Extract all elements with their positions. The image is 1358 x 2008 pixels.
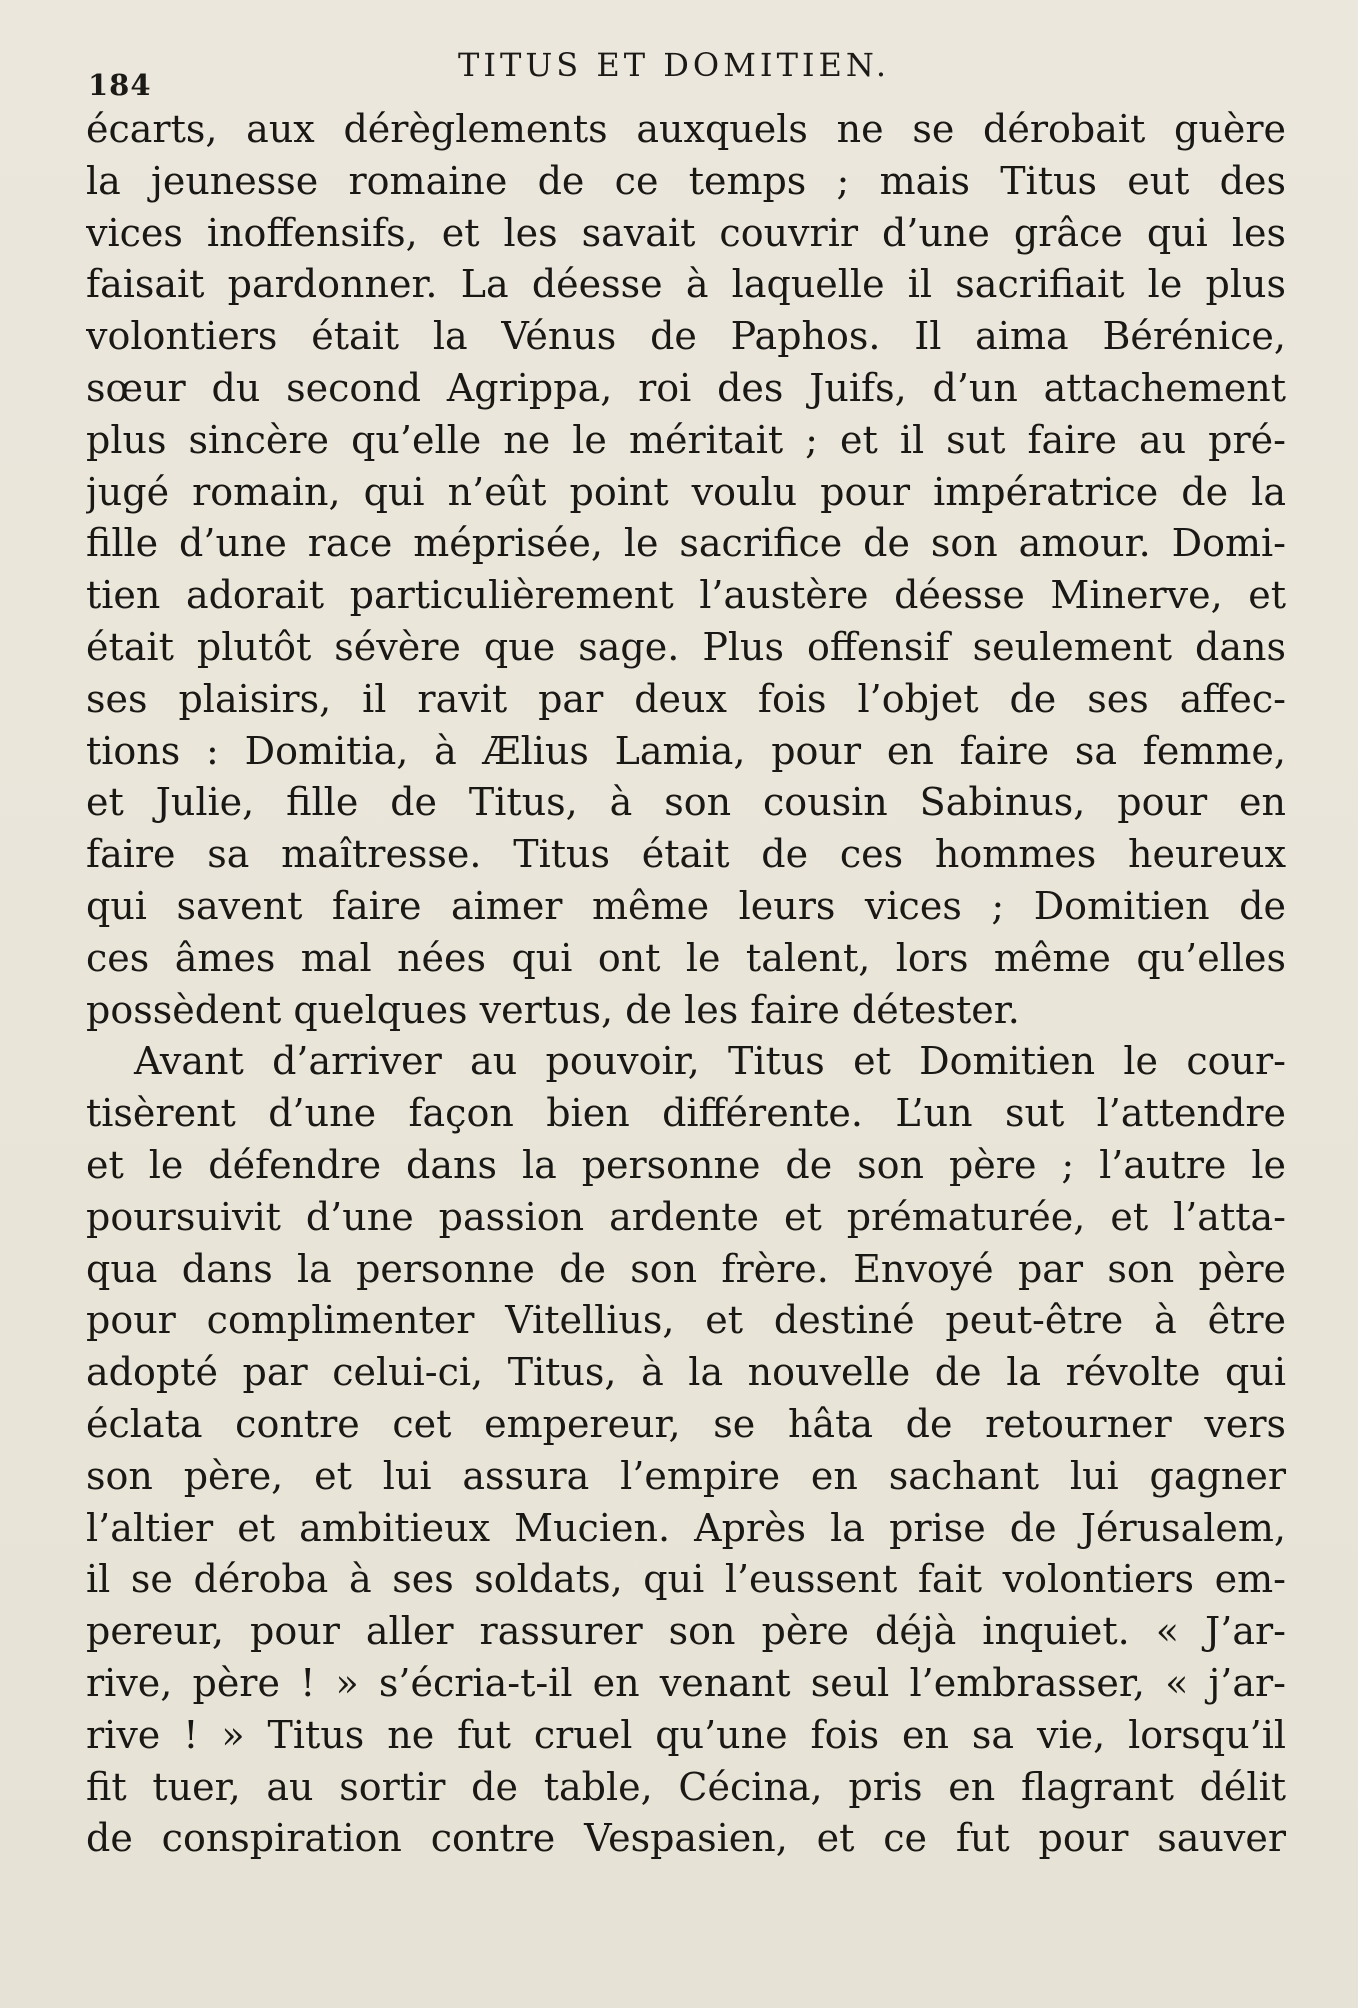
page-number: 184 (88, 68, 152, 102)
text-line: sœur du second Agrippa, roi des Juifs, d’un attachement (86, 365, 1286, 410)
text-line: Avant d’arriver au pouvoir, Titus et Domitien le cour- (134, 1039, 1286, 1084)
paragraph (86, 1036, 1286, 1865)
text-line: écarts, aux dérèglements auxquels ne se dérobait guère (86, 107, 1286, 151)
text-line: son père, et lui assura l’empire en sachant lui gagner (86, 1453, 1286, 1498)
page-header (86, 46, 1286, 102)
text-line: rive ! » Titus ne fut cruel qu’une fois en sa vie, lorsqu’il (86, 1712, 1286, 1757)
text-line: la jeunesse romaine de ce temps ; mais Titus eut des (86, 158, 1286, 203)
text-line: tien adorait particulièrement l’austère déesse Minerve, et (86, 573, 1286, 618)
text-line: et le défendre dans la personne de son père ; l’autre le (86, 1142, 1286, 1187)
text-line: faisait pardonner. La déesse à laquelle il sacrifiait le plus (86, 262, 1286, 307)
text-line: l’altier et ambitieux Mucien. Après la prise de Jérusalem, (86, 1505, 1286, 1550)
text-line: fit tuer, au sortir de table, Cécina, pris en flagrant délit (86, 1764, 1286, 1809)
text-line: pereur, pour aller rassurer son père déjà inquiet. « J’ar- (86, 1609, 1286, 1654)
text-line: qua dans la personne de son frère. Envoyé par son père (86, 1246, 1286, 1291)
text-line: ses plaisirs, il ravit par deux fois l’objet de ses affec- (86, 676, 1286, 721)
text-line: possèdent quelques vertus, de les faire détester. (86, 987, 1020, 1032)
text-line: jugé romain, qui n’eût point voulu pour impératrice de la (86, 469, 1286, 514)
text-line: adopté par celui-ci, Titus, à la nouvelle de la révolte qui (86, 1350, 1286, 1395)
text-line: volontiers était la Vénus de Paphos. Il aima Bérénice, (86, 314, 1286, 359)
text-line: pour complimenter Vitellius, et destiné peut-être à être (86, 1298, 1286, 1343)
text-line: plus sincère qu’elle ne le méritait ; et il sut faire au pré- (86, 417, 1286, 462)
text-line: vices inoffensifs, et les savait couvrir d’une grâce qui les (86, 210, 1286, 255)
text-line: poursuivit d’une passion ardente et prématurée, et l’atta- (86, 1194, 1286, 1239)
text-line: ces âmes mal nées qui ont le talent, lors même qu’elles (86, 935, 1286, 980)
text-line: qui savent faire aimer même leurs vices ; Domitien de (86, 883, 1286, 928)
running-head: TITUS ET DOMITIEN. (458, 46, 891, 84)
text-line: fille d’une race méprisée, le sacrifice de son amour. Domi- (86, 521, 1286, 566)
text-line: tisèrent d’une façon bien différente. L’un sut l’attendre (86, 1091, 1286, 1136)
text-line: éclata contre cet empereur, se hâta de retourner vers (86, 1401, 1286, 1446)
text-line: il se déroba à ses soldats, qui l’eussent fait volontiers em- (86, 1557, 1286, 1602)
text-line: faire sa maîtresse. Titus était de ces hommes heureux (86, 832, 1286, 877)
text-line: était plutôt sévère que sage. Plus offensif seulement dans (86, 624, 1286, 669)
text-line: tions : Domitia, à Ælius Lamia, pour en faire sa femme, (86, 728, 1286, 773)
text-line: et Julie, fille de Titus, à son cousin Sabinus, pour en (86, 780, 1286, 825)
body-text (86, 104, 1286, 1865)
paragraph (86, 104, 1286, 1036)
text-line: rive, père ! » s’écria-t-il en venant seul l’embrasser, « j’ar- (86, 1660, 1286, 1705)
text-line: de conspiration contre Vespasien, et ce fut pour sauver (86, 1816, 1286, 1861)
